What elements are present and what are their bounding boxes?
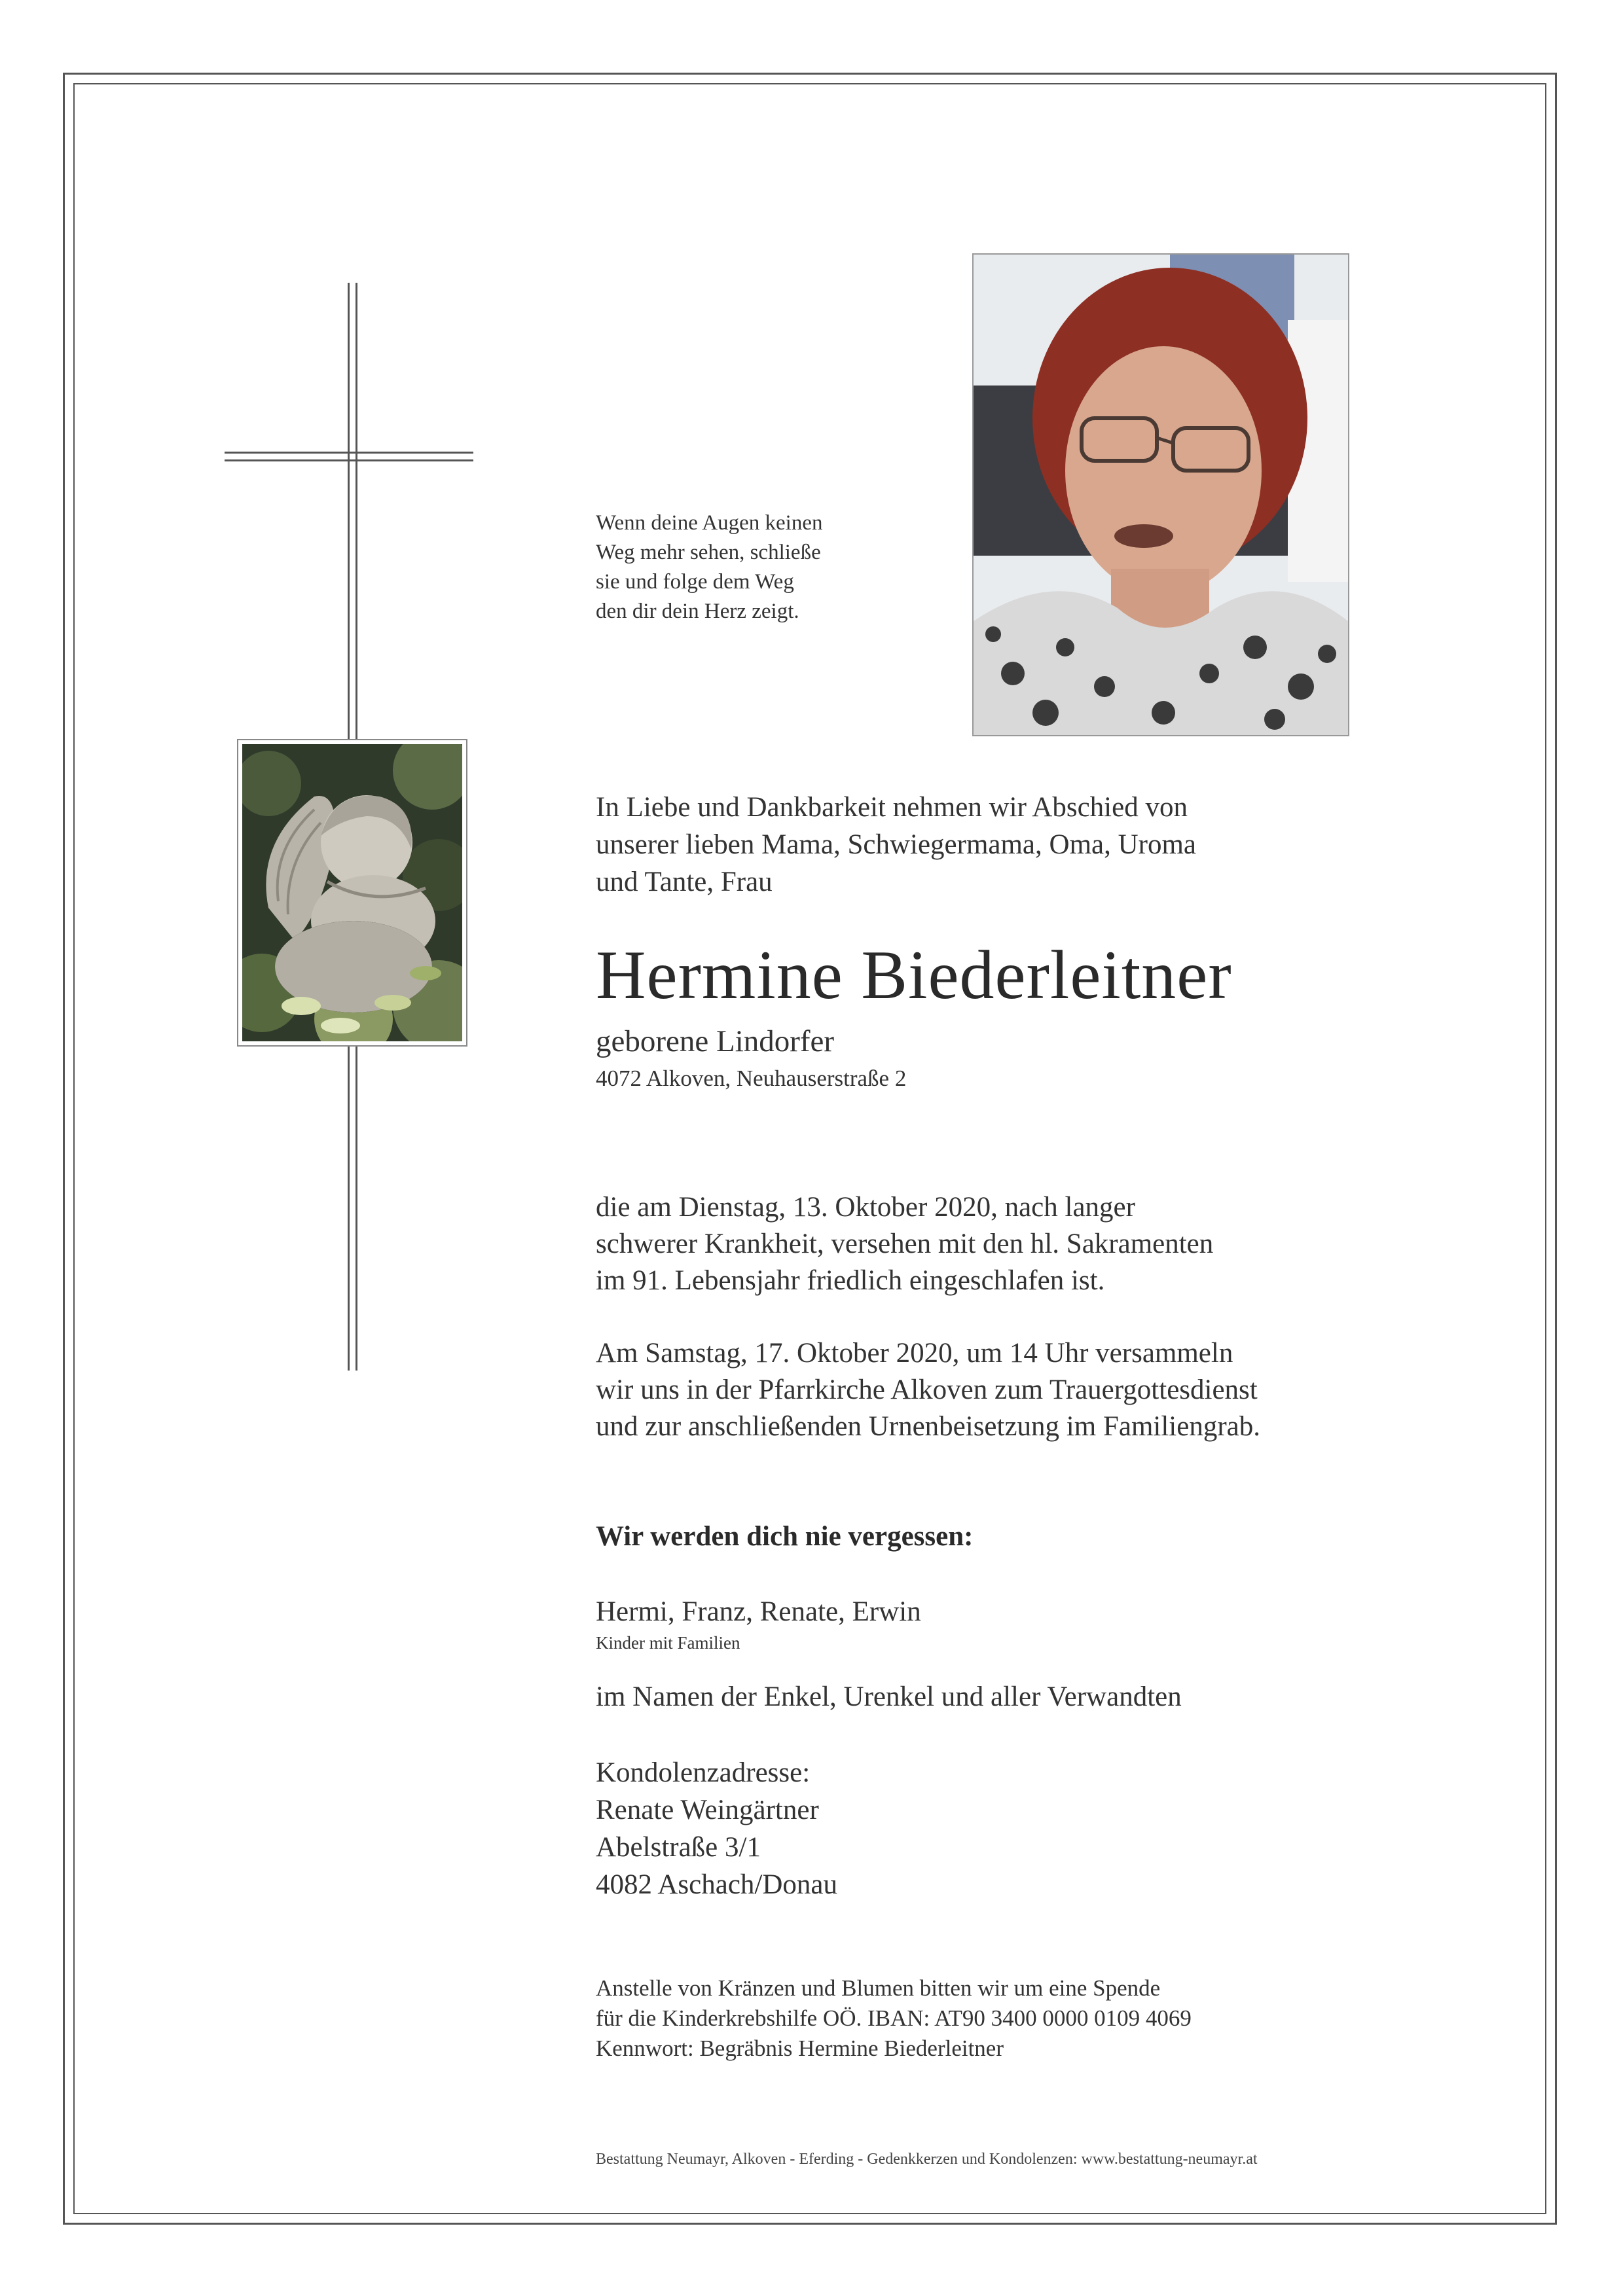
- poem: [596, 509, 822, 626]
- funeral-line: wir uns in der Pfarrkirche Alkoven zum Trauergottesdienst: [596, 1374, 1258, 1405]
- condolence-address: [596, 1754, 837, 1903]
- poem-line: sie und folge dem Weg: [596, 570, 794, 594]
- condolence-line: Abelstraße 3/1: [596, 1832, 761, 1863]
- funeral-line: Am Samstag, 17. Oktober 2020, um 14 Uhr versammeln: [596, 1338, 1233, 1369]
- death-line: die am Dienstag, 13. Oktober 2020, nach langer: [596, 1192, 1135, 1223]
- donation-line: Anstelle von Kränzen und Blumen bitten wir um eine Spende: [596, 1975, 1161, 2001]
- address: 4072 Alkoven, Neuhauserstraße 2: [596, 1066, 907, 1091]
- on-behalf-line: im Namen der Enkel, Urenkel und aller Verwandten: [596, 1681, 1182, 1712]
- maiden-name: geborene Lindorfer: [596, 1024, 835, 1058]
- deceased-name: Hermine Biederleitner: [596, 937, 1232, 1013]
- condolence-line: 4082 Aschach/Donau: [596, 1869, 838, 1900]
- angel-statue-image: [237, 739, 467, 1047]
- children-subtitle: Kinder mit Familien: [596, 1633, 740, 1653]
- portrait-photo: [972, 253, 1349, 736]
- children-names: Hermi, Franz, Renate, Erwin: [596, 1596, 921, 1627]
- condolence-line: Renate Weingärtner: [596, 1795, 819, 1825]
- poem-line: Wenn deine Augen keinen: [596, 511, 823, 535]
- intro-line: In Liebe und Dankbarkeit nehmen wir Abschied von: [596, 792, 1188, 823]
- funeral-info: [596, 1335, 1260, 1445]
- poem-line: Weg mehr sehen, schließe: [596, 541, 821, 564]
- death-notice: [596, 1189, 1213, 1299]
- intro-line: unserer lieben Mama, Schwiegermama, Oma, Uroma: [596, 829, 1197, 860]
- death-line: im 91. Lebensjahr friedlich eingeschlafen ist.: [596, 1265, 1105, 1296]
- never-forget-heading: Wir werden dich nie vergessen:: [596, 1521, 974, 1552]
- donation-line: Kennwort: Begräbnis Hermine Biederleitner: [596, 2036, 1004, 2061]
- condolence-line: Kondolenzadresse:: [596, 1757, 811, 1788]
- poem-line: den dir dein Herz zeigt.: [596, 600, 799, 623]
- donation-line: für die Kinderkrebshilfe OÖ. IBAN: AT90 3400 0000 0109 4069: [596, 2005, 1192, 2031]
- intro-text: [596, 789, 1196, 901]
- footer-credits: Bestattung Neumayr, Alkoven - Eferding - Gedenkkerzen und Kondolenzen: www.bestattung-neumayr.at: [596, 2151, 1258, 2168]
- death-line: schwerer Krankheit, versehen mit den hl. Sakramenten: [596, 1229, 1214, 1259]
- donation-note: [596, 1973, 1192, 2064]
- intro-line: und Tante, Frau: [596, 867, 773, 897]
- funeral-line: und zur anschließenden Urnenbeisetzung im Familiengrab.: [596, 1411, 1260, 1442]
